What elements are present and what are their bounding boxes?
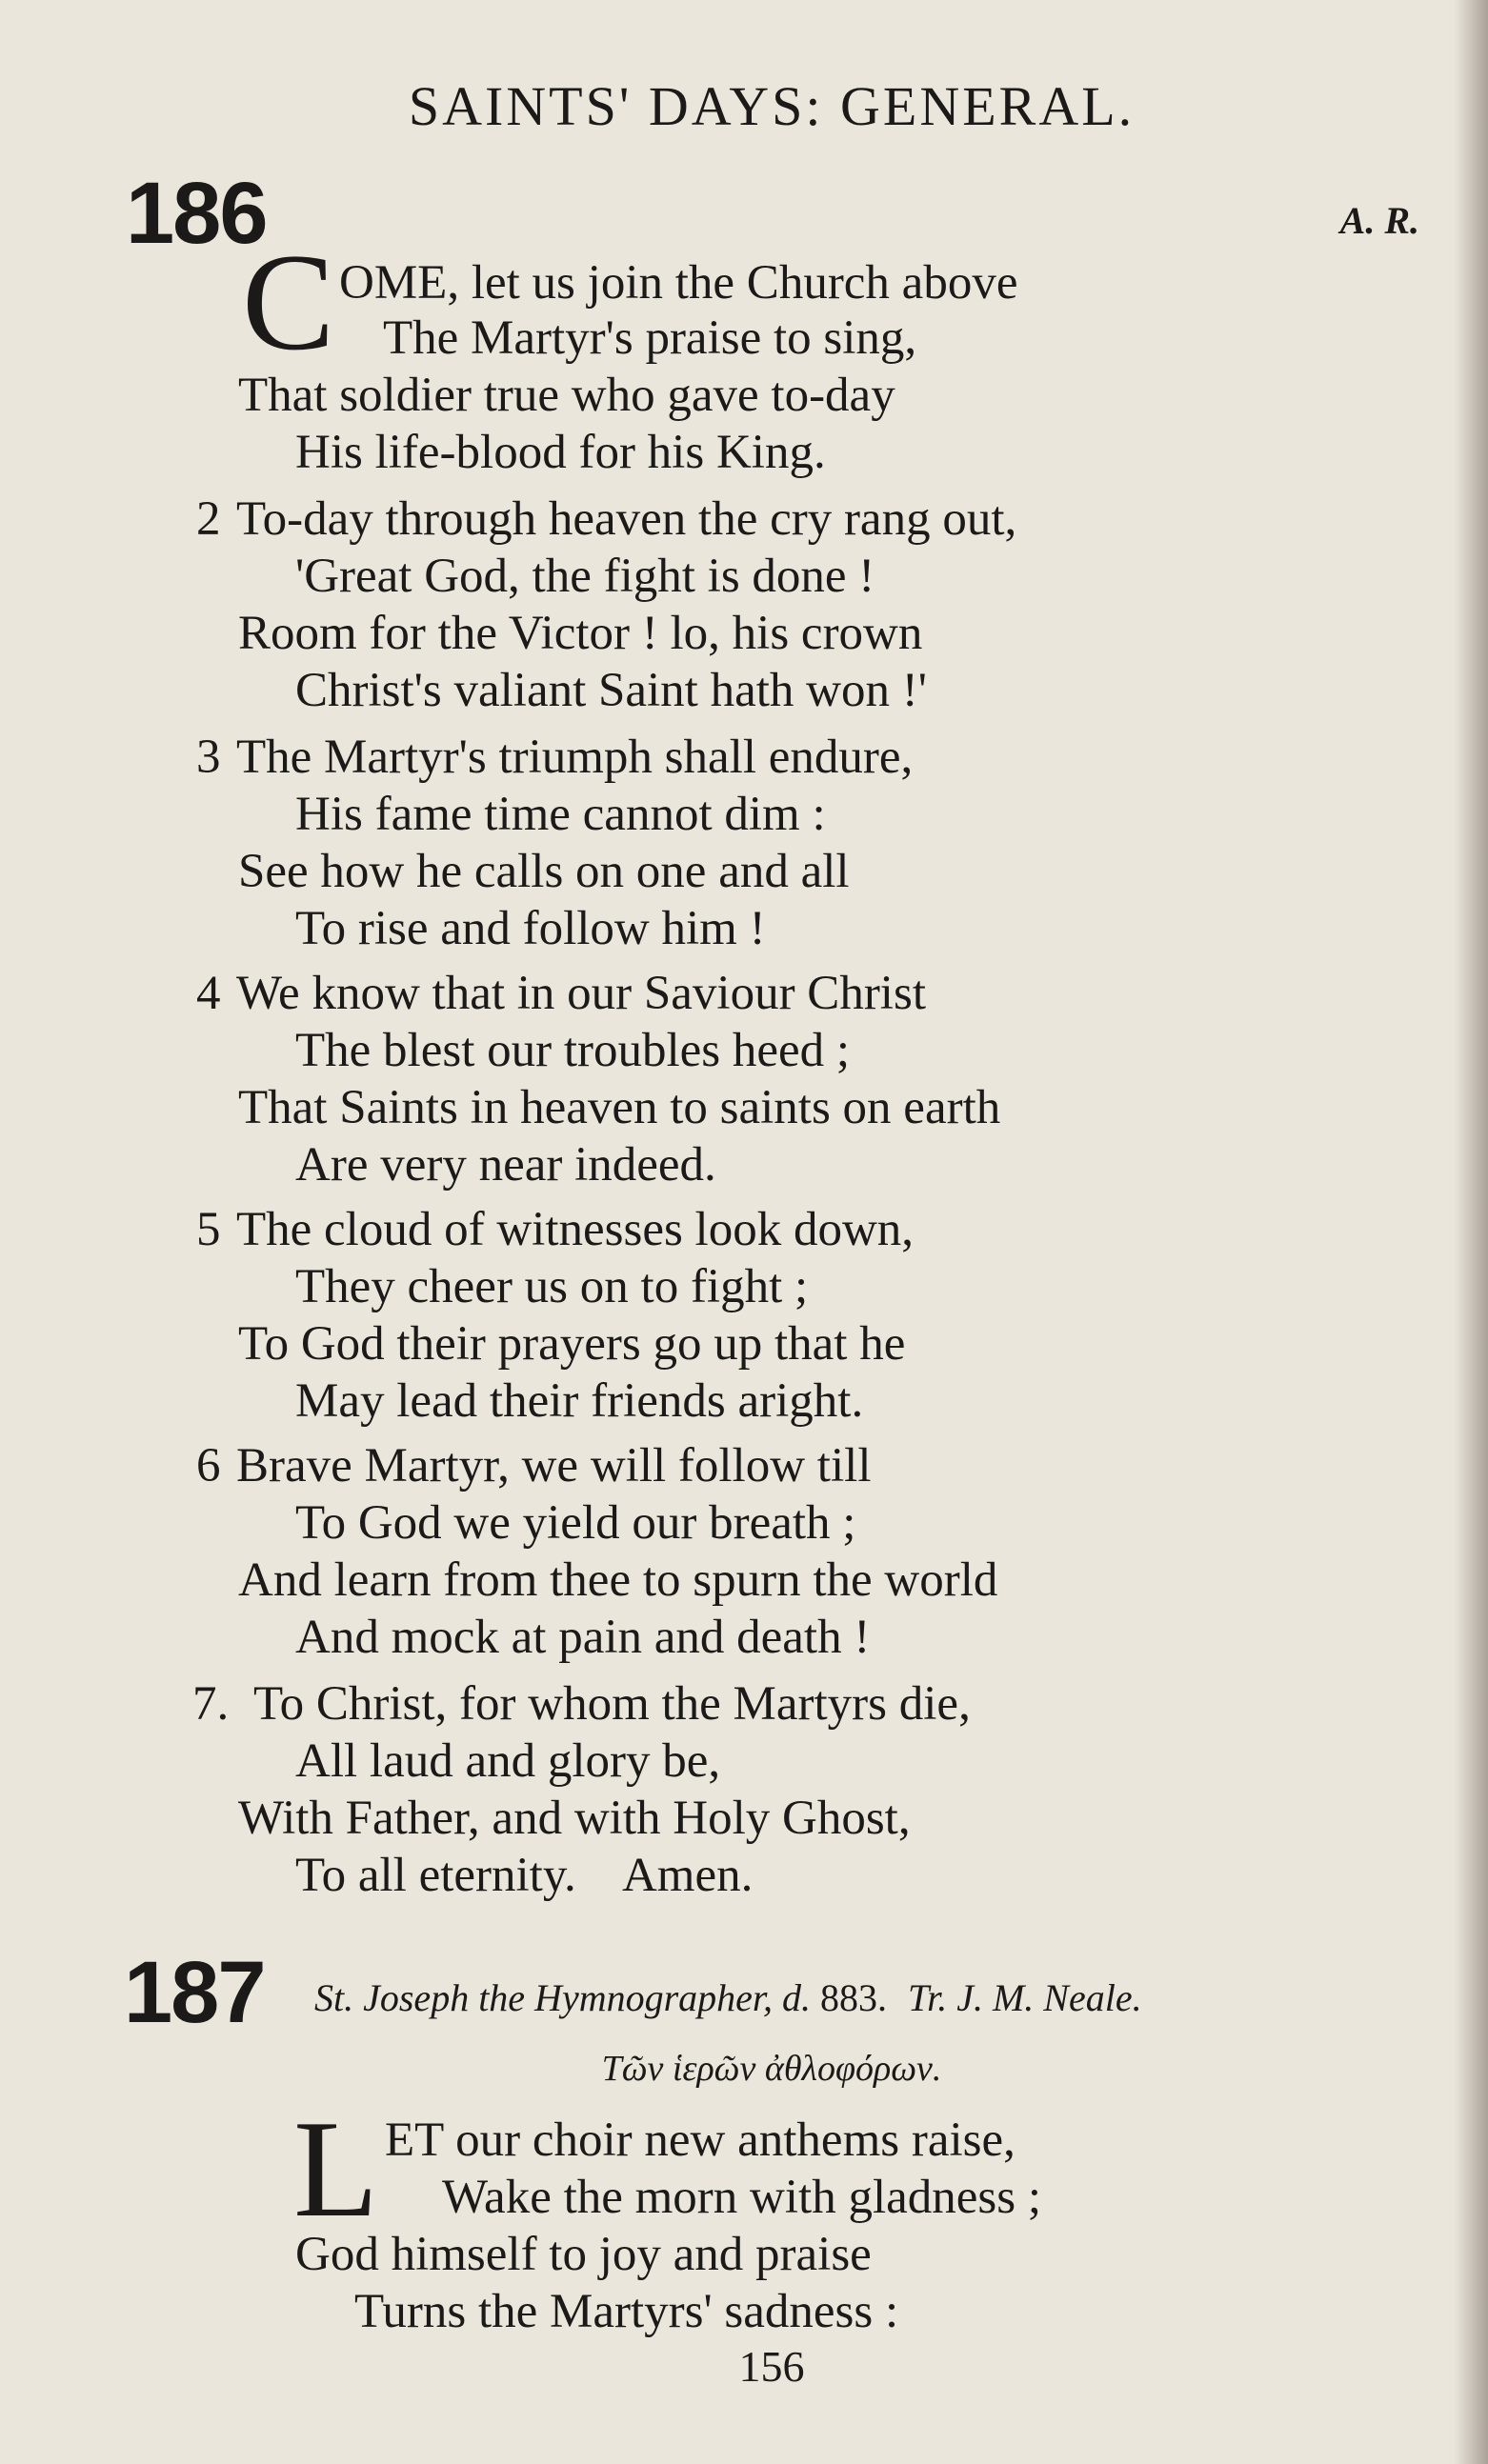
- verse-line: The Martyr's praise to sing,: [383, 311, 917, 365]
- stanza-number: 5: [196, 1203, 221, 1256]
- verse-line: 'Great God, the fight is done !: [295, 550, 875, 603]
- verse-line: OME, let us join the Church above: [339, 256, 1018, 310]
- drop-cap: C: [242, 225, 335, 379]
- hymn-author: A. R.: [1339, 199, 1419, 242]
- verse-line: To God we yield our breath ;: [295, 1496, 856, 1550]
- verse-text: Brave Martyr, we will follow till: [236, 1439, 872, 1492]
- running-head: SAINTS' DAYS: GENERAL.: [408, 75, 1136, 137]
- verse-line: Wake the morn with gladness ;: [442, 2171, 1042, 2224]
- verse-line: All laud and glory be,: [295, 1734, 721, 1788]
- verse-text: To-day through heaven the cry rang out,: [236, 492, 1017, 546]
- verse-text: The cloud of witnesses look down,: [236, 1203, 915, 1256]
- stanza-first-line: [196, 1203, 915, 1256]
- verse-line: Christ's valiant Saint hath won !': [295, 664, 927, 717]
- drop-cap: L: [293, 2092, 379, 2246]
- verse-text: The Martyr's triumph shall endure,: [236, 731, 914, 784]
- stanza-number: 6: [196, 1439, 221, 1492]
- verse-text: To Christ, for whom the Martyrs die,: [253, 1677, 971, 1731]
- hymn-number-186: 186: [126, 165, 267, 262]
- stanza-first-line: [196, 1439, 872, 1492]
- verse-line: See how he calls on one and all: [238, 845, 850, 898]
- hymn-number-187: 187: [124, 1944, 265, 2041]
- stanza-number: 4: [196, 967, 221, 1020]
- attribution-source: St. Joseph the Hymnographer,: [314, 1976, 774, 2019]
- stanza-first-line: [192, 1677, 971, 1731]
- verse-line: The blest our troubles heed ;: [295, 1024, 851, 1077]
- verse-line: May lead their friends aright.: [295, 1374, 864, 1428]
- verse-line: His fame time cannot dim :: [295, 788, 826, 841]
- verse-line: With Father, and with Holy Ghost,: [238, 1792, 911, 1845]
- stanza-number: 3: [196, 731, 221, 784]
- page-number: 156: [738, 2342, 805, 2391]
- stanza-first-line: [196, 733, 913, 782]
- verse-line: They cheer us on to fight ;: [295, 1260, 809, 1313]
- stanza-number: 2: [196, 492, 221, 546]
- verse-line: To all eternity. Amen.: [295, 1849, 754, 1902]
- verse-line: His life-blood for his King.: [295, 426, 826, 479]
- verse-line: That soldier true who gave to-day: [238, 369, 895, 422]
- verse-line: Turns the Martyrs' sadness :: [354, 2285, 899, 2338]
- verse-line: And learn from thee to spurn the world: [238, 1553, 998, 1607]
- stanza-number: 7.: [192, 1677, 230, 1731]
- verse-text: We know that in our Saviour Christ: [236, 967, 926, 1020]
- verse-line: To God their prayers go up that he: [238, 1317, 906, 1371]
- greek-title: Τῶν ἱερῶν ἀθλοφόρων.: [601, 2049, 942, 2089]
- attribution-year: 883.: [820, 1976, 888, 2019]
- verse-line: ET our choir new anthems raise,: [385, 2113, 1015, 2167]
- verse-line: Room for the Victor ! lo, his crown: [238, 607, 923, 660]
- attribution-translator: Tr. J. M. Neale.: [908, 1976, 1142, 2019]
- stanza-first-line: [196, 492, 1017, 546]
- verse-line: And mock at pain and death !: [295, 1611, 871, 1664]
- page-edge-shadow: [1454, 0, 1488, 2464]
- hymn-attribution: [314, 1975, 1419, 2020]
- stanza-first-line: [196, 967, 926, 1020]
- attribution-died: d.: [782, 1976, 812, 2019]
- verse-line: God himself to joy and praise: [295, 2228, 872, 2281]
- verse-line: Are very near indeed.: [295, 1138, 716, 1192]
- verse-line: That Saints in heaven to saints on earth: [238, 1081, 1001, 1134]
- verse-line: To rise and follow him !: [295, 902, 766, 955]
